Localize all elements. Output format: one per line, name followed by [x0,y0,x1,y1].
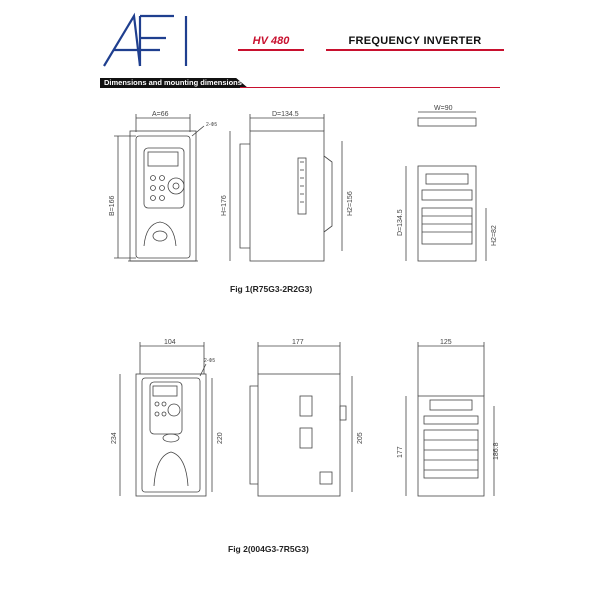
product-header [326,32,504,50]
fig2-front-hole-label: 2-Φ5 [204,358,216,364]
fig2-back-view [406,342,494,496]
figure-1-drawings [100,96,500,276]
model-label: HV 480 [252,35,290,47]
fig1-side-height-label: H=176 [221,195,228,216]
fig1-front-width-label: A=66 [152,111,169,118]
fig1-side-view [230,114,342,261]
model-header [238,32,304,50]
fig2-front-view [120,342,212,496]
fig1-back-height-label: D=134.5 [397,209,404,236]
fig1-front-view [114,114,204,261]
fig1-back-width-label: W=90 [434,105,453,112]
fig2-back-width-label: 125 [440,339,452,346]
fig2-side-depth-label: 177 [292,339,304,346]
fig2-front-width-label: 104 [164,339,176,346]
section-title: Dimensions and mounting dimensions [104,78,242,87]
fig2-back-inner-height-label: 186.8 [493,442,500,460]
fig2-back-height-label: 177 [397,446,404,458]
figure-1-caption: Fig 1(R75G3-2R2G3) [230,284,313,294]
fig1-front-height-label: B=166 [109,195,116,216]
fig1-back-view [406,112,486,261]
fig1-side-depth-label: D=134.5 [272,111,299,118]
section-heading [100,78,500,88]
fig1-front-hole-label: 2-Φ5 [206,122,218,128]
afi-logo [100,10,210,70]
section-heading-rule [240,87,500,88]
product-underline [326,49,504,51]
fig1-back-inner-height-label: H2=82 [491,225,498,246]
fig2-front-height-label: 234 [111,432,118,444]
fig2-side-view [250,342,352,496]
model-underline [238,49,304,51]
figure-2-drawings [100,336,500,516]
product-label: FREQUENCY INVERTER [348,35,482,47]
fig2-side-height-label: 205 [357,432,364,444]
fig2-front-inner-height-label: 220 [217,432,224,444]
figure-2-caption: Fig 2(004G3-7R5G3) [228,544,309,554]
fig1-side-inner-height-label: H2=156 [347,191,354,216]
